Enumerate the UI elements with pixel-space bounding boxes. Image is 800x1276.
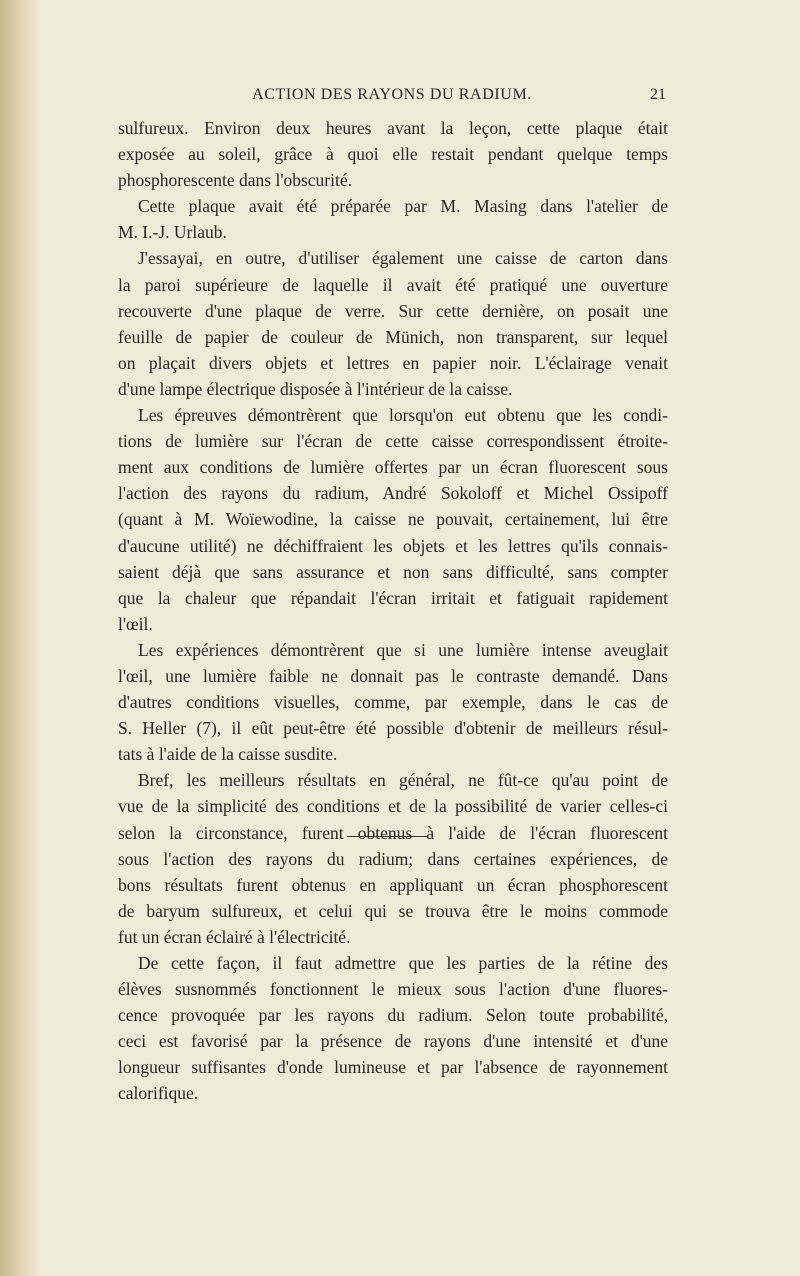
text-line: ceci est favorisé par la présence de rayons d'une intensité et d'une bbox=[118, 1031, 668, 1052]
text-line: tions de lumière sur l'écran de cette caisse correspondissent étroite- bbox=[118, 431, 668, 452]
text-line: vue de la simplicité des conditions et de la possibilité de varier celles-ci bbox=[118, 796, 668, 817]
text-line: recouverte d'une plaque de verre. Sur cette dernière, on posait une bbox=[118, 300, 668, 321]
text-line: d'une lampe électrique disposée à l'intérieur de la caisse. bbox=[118, 378, 513, 399]
text-line: fut un écran éclairé à l'électricité. bbox=[118, 926, 351, 947]
text-line: longueur suffisantes d'onde lumineuse et par l'absence de rayonnement bbox=[118, 1057, 668, 1078]
text-line: cence provoquée par les rayons du radium. Selon toute probabilité, bbox=[118, 1005, 668, 1026]
text-line: sulfureux. Environ deux heures avant la leçon, cette plaque était bbox=[118, 118, 668, 138]
text-line: Les épreuves démontrèrent que lorsqu'on eut obtenu que les condi- bbox=[138, 405, 668, 426]
page-edge-shadow bbox=[0, 0, 40, 1276]
text-line: d'aucune utilité) ne déchiffraient les objets et les lettres qu'ils connais- bbox=[118, 535, 668, 556]
text-line: (quant à M. Woïewodine, la caisse ne pouvait, certainement, lui être bbox=[118, 509, 668, 530]
text-line: S. Heller (7), il eût peut-être été possible d'obtenir de meilleurs résul- bbox=[118, 718, 668, 739]
text-line: phosphorescente dans l'obscurité. bbox=[118, 170, 352, 191]
text-line: M. I.-J. Urlaub. bbox=[118, 222, 227, 243]
running-title: ACTION DES RAYONS DU RADIUM. bbox=[252, 86, 532, 103]
page-header bbox=[118, 86, 666, 110]
text-line: de baryum sulfureux, et celui qui se trouva être le moins commode bbox=[118, 900, 668, 921]
text-line: saient déjà que sans assurance et non sans difficulté, sans compter bbox=[118, 561, 668, 582]
text-line: sous l'action des rayons du radium; dans certaines expériences, de bbox=[118, 848, 668, 869]
text-line: De cette façon, il faut admettre que les parties de la rétine des bbox=[138, 953, 668, 973]
text-line: que la chaleur que répandait l'écran irritait et fatiguait rapidement bbox=[118, 587, 668, 608]
text-line: selon la circonstance, furent obtenus à l'aide de l'écran fluorescent bbox=[118, 822, 668, 843]
text-line: bons résultats furent obtenus en appliquant un écran phosphorescent bbox=[118, 874, 668, 895]
text-line: calorifique. bbox=[118, 1083, 199, 1104]
text-line: la paroi supérieure de laquelle il avait été pratiqué une ouverture bbox=[118, 274, 668, 295]
text-line: on plaçait divers objets et lettres en papier noir. L'éclairage venait bbox=[118, 352, 668, 373]
text-line: tats à l'aide de la caisse susdite. bbox=[118, 744, 338, 765]
text-line: Cette plaque avait été préparée par M. Masing dans l'atelier de bbox=[138, 196, 668, 217]
body-text bbox=[118, 115, 668, 1107]
text-line: l'action des rayons du radium, André Sokoloff et Michel Ossipoff bbox=[118, 483, 668, 504]
text-line: d'autres conditions visuelles, comme, par exemple, dans le cas de bbox=[118, 692, 668, 713]
text-line: Bref, les meilleurs résultats en général, ne fût-ce qu'au point de bbox=[138, 770, 668, 791]
section-end-rule bbox=[347, 836, 427, 837]
text-line: l'œil. bbox=[118, 613, 153, 634]
text-line: élèves susnommés fonctionnent le mieux sous l'action d'une fluores- bbox=[118, 979, 668, 1000]
page-number: 21 bbox=[650, 86, 666, 103]
text-line: feuille de papier de couleur de Münich, non transparent, sur lequel bbox=[118, 326, 668, 347]
text-line: Les expériences démontrèrent que si une lumière intense aveuglait bbox=[138, 639, 668, 660]
text-line: l'œil, une lumière faible ne donnait pas le contraste demandé. Dans bbox=[118, 665, 668, 686]
text-line: exposée au soleil, grâce à quoi elle restait pendant quelque temps bbox=[118, 144, 668, 165]
text-line: J'essayai, en outre, d'utiliser également une caisse de carton dans bbox=[138, 248, 668, 269]
text-line: ment aux conditions de lumière offertes par un écran fluorescent sous bbox=[118, 457, 668, 478]
